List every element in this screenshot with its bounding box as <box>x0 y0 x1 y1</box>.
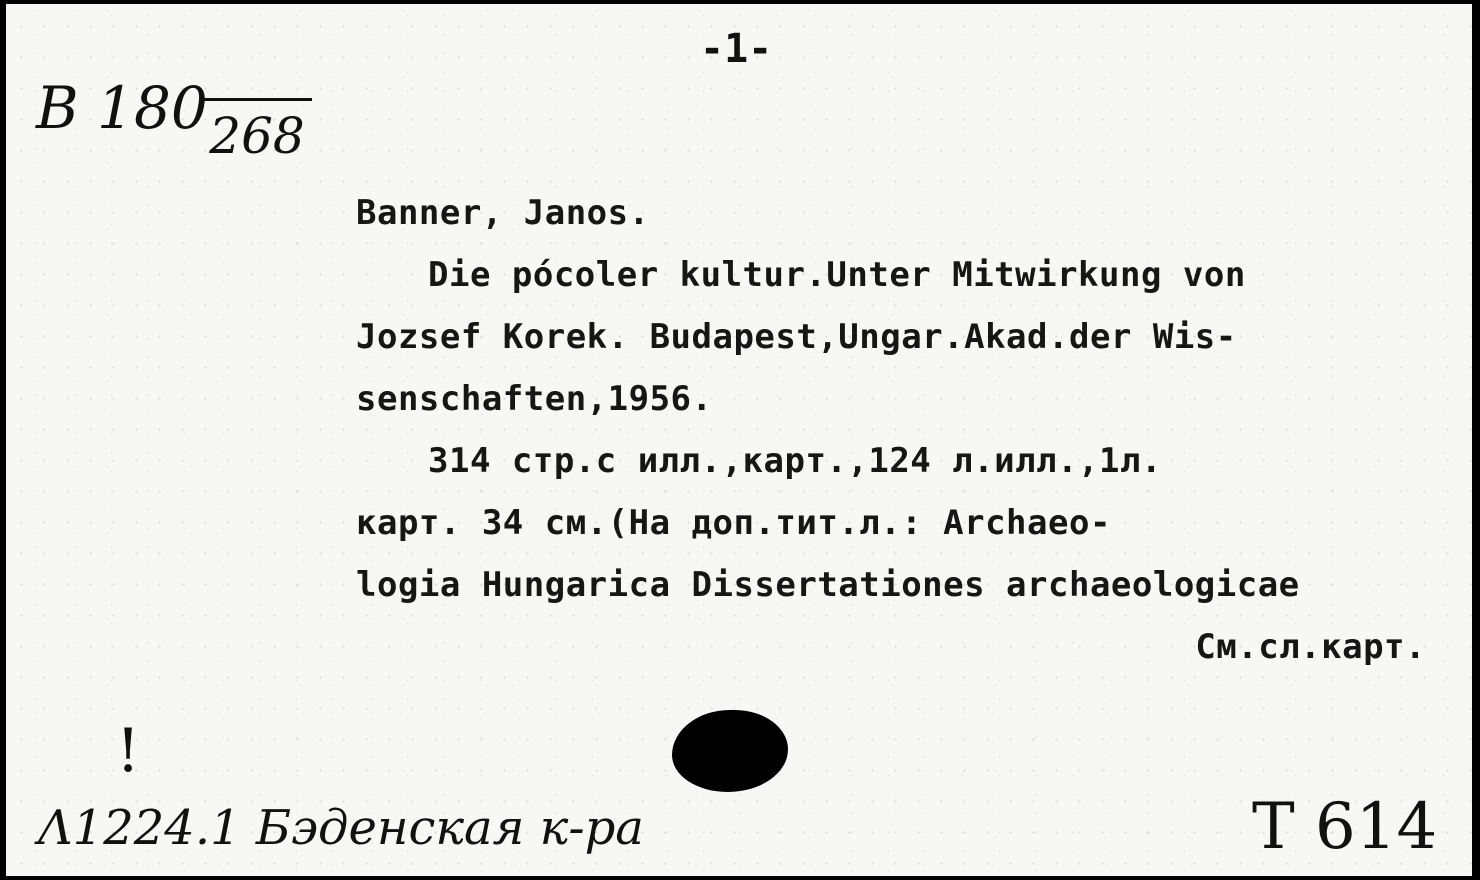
entry-title: Die pócoler kultur.Unter Mitwirkung von <box>428 255 1246 295</box>
entry-author: Banner, Janos. <box>356 193 650 233</box>
inventory-code: T 614 <box>1252 790 1438 864</box>
shelfmark-denominator: 268 <box>202 98 312 165</box>
accession-note: Λ1224.1 Бэденская к-ра <box>38 800 644 856</box>
entry-series: logia Hungarica Dissertationes archaeologicae <box>356 565 1300 605</box>
catalog-card <box>6 4 1472 876</box>
entry-imprint: Jozsef Korek. Budapest,Ungar.Akad.der Wis- <box>356 317 1237 357</box>
entry-collation: 314 стр.с илл.,карт.,124 л.илл.,1л. <box>428 441 1162 481</box>
punch-hole <box>672 710 788 792</box>
entry-imprint-cont: senschaften,1956. <box>356 379 713 419</box>
page-number: -1- <box>700 26 773 72</box>
entry-continued-note: См.сл.карт. <box>1195 627 1426 667</box>
bibliographic-entry <box>356 182 1466 678</box>
shelfmark-main: B 180 <box>36 74 208 142</box>
entry-collation-cont: карт. 34 см.(На доп.тит.л.: Archaeo- <box>356 503 1111 543</box>
tick-mark: ! <box>116 716 141 786</box>
